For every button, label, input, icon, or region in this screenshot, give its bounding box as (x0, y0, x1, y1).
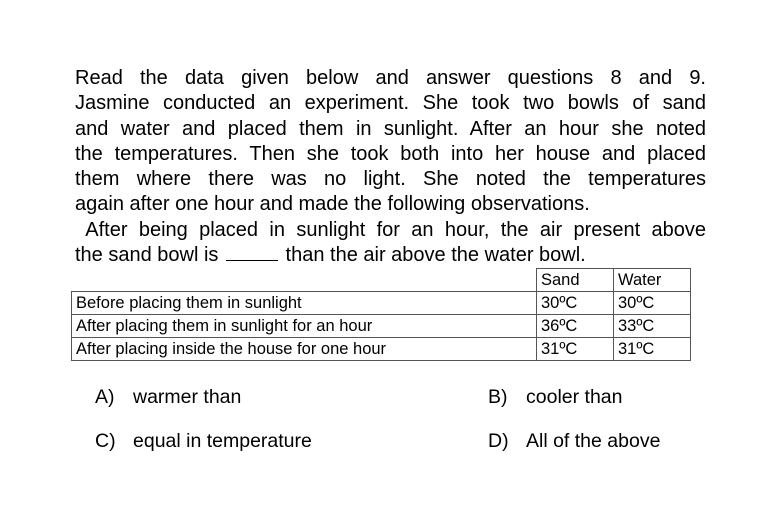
passage-line: Jasmine conducted an experiment. She took two bowls of sand (75, 92, 706, 115)
cell-sand: 36ºC (537, 315, 614, 338)
question-text-before: the sand bowl is (75, 244, 219, 267)
passage-line: Read the data given below and answer questions 8 and 9. (75, 67, 706, 89)
row-label: Before placing them in sunlight (72, 292, 537, 315)
option-key: B) (488, 386, 508, 408)
cell-sand: 31ºC (537, 338, 614, 361)
observations-table (71, 268, 691, 361)
option-text: cooler than (526, 386, 623, 408)
option-a[interactable] (95, 386, 241, 409)
question-line-2 (75, 243, 706, 268)
header-sand: Sand (537, 269, 614, 292)
option-text: warmer than (133, 386, 242, 408)
cell-water: 30ºC (614, 292, 691, 315)
option-key: A) (95, 386, 115, 408)
option-key: D) (488, 430, 509, 452)
option-key: C) (95, 430, 116, 452)
header-water: Water (614, 269, 691, 292)
answer-blank (226, 244, 278, 261)
row-label: After placing inside the house for one hour (72, 338, 537, 361)
option-text: All of the above (526, 430, 661, 452)
question-text-after: than the air above the water bowl. (285, 244, 586, 267)
passage-line: again after one hour and made the following observations. (75, 193, 590, 216)
passage-line: and water and placed them in sunlight. After an hour she noted (75, 117, 706, 140)
passage-line: them where there was no light. She noted the temperatures (75, 168, 706, 191)
option-d[interactable] (488, 430, 660, 453)
table-corner (72, 269, 537, 292)
cell-water: 33ºC (614, 315, 691, 338)
cell-water: 31ºC (614, 338, 691, 361)
cell-sand: 30ºC (537, 292, 614, 315)
table-row (72, 292, 691, 315)
table-row (72, 338, 691, 361)
table-row (72, 315, 691, 338)
passage (75, 66, 706, 268)
table-header-row (72, 269, 691, 292)
question-line: After being placed in sunlight for an hour, the air present above (75, 218, 706, 241)
option-b[interactable] (488, 386, 622, 409)
row-label: After placing them in sunlight for an hour (72, 315, 537, 338)
option-text: equal in temperature (133, 430, 312, 452)
option-c[interactable] (95, 430, 312, 453)
passage-line: the temperatures. Then she took both into her house and placed (75, 142, 706, 165)
